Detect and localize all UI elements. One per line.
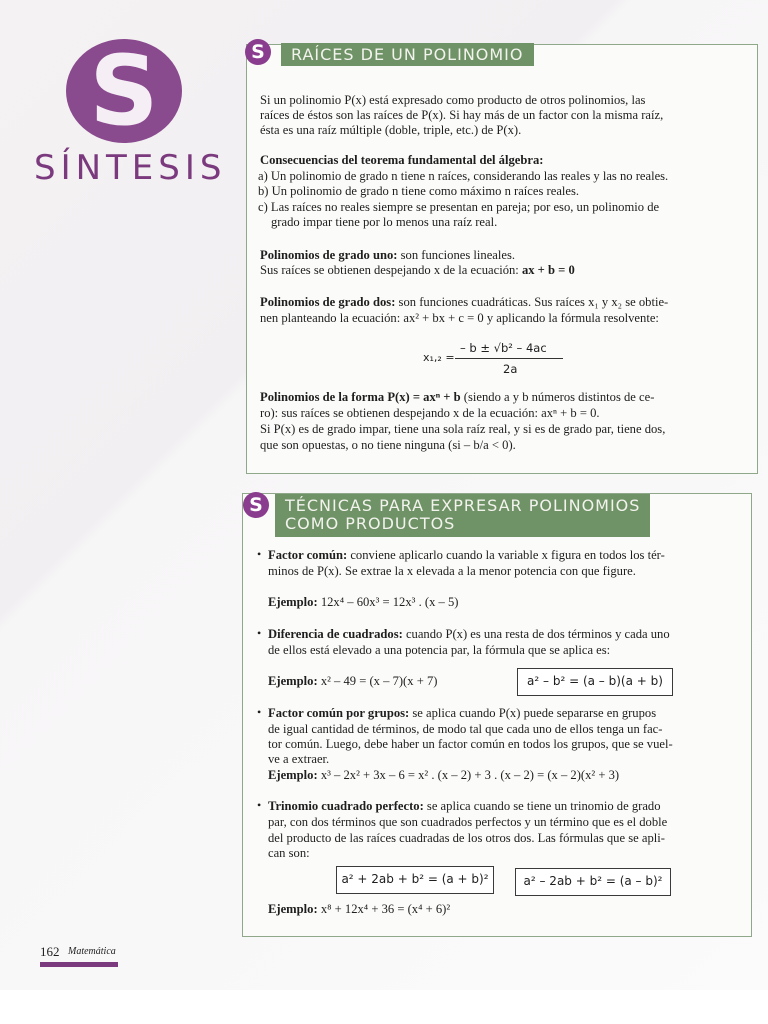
grado-uno-text: Sus raíces se obtienen despejando x de la ecuación: — [260, 263, 522, 277]
dif-desc: cuando P(x) es una resta de dos términos y cada uno — [402, 627, 670, 641]
footer-bar — [40, 962, 118, 967]
section-s-icon: S — [245, 39, 271, 65]
trin-formula-box-2: a² – 2ab + b² = (a – b)² — [515, 868, 671, 896]
dif-title: Diferencia de cuadrados: — [268, 627, 403, 641]
dif-formula-box: a² – b² = (a – b)(a + b) — [517, 668, 673, 696]
brand-title: SÍNTESIS — [34, 148, 227, 188]
trin-line4: can son: — [268, 846, 310, 860]
dif-example — [268, 674, 437, 689]
grado-uno-line1 — [260, 248, 515, 263]
example-label: Ejemplo: — [268, 768, 318, 782]
forma-desc: (siendo a y b números distintos de ce- — [460, 390, 655, 404]
consecuencia-b: b) Un polinomio de grado n tiene como máximo n raíces reales. — [258, 184, 580, 198]
intro-line-1: Si un polinomio P(x) está expresado como producto de otros polinomios, las — [260, 93, 646, 107]
section-tecnicas — [242, 493, 752, 937]
forma-title: Polinomios de la forma P(x) = axⁿ + b — [260, 390, 461, 404]
intro-line-2: raíces de éstos son las raíces de P(x). Si hay más de un factor con la misma raíz, — [260, 108, 664, 122]
section-title: RAÍCES DE UN POLINOMIO — [281, 43, 534, 66]
consecuencia-c-line2: grado impar tiene por lo menos una raíz real. — [271, 215, 498, 229]
section-s-icon: S — [243, 492, 269, 518]
forma-line3: Si P(x) es de grado impar, tiene una sola raíz real, y si es de grado par, tiene dos, — [260, 422, 666, 436]
factor-desc: conviene aplicarlo cuando la variable x figura en todos los tér- — [347, 548, 665, 562]
factor-title: Factor común: — [268, 548, 348, 562]
bullet-icon: • — [257, 626, 262, 640]
formula-lhs: x₁,₂ = — [423, 351, 455, 364]
factor-example — [268, 595, 458, 610]
example-label: Ejemplo: — [268, 595, 318, 609]
grado-uno-title: Polinomios de grado uno: — [260, 248, 398, 262]
example-label: Ejemplo: — [268, 902, 318, 916]
bullet-icon: • — [257, 705, 262, 719]
grado-dos-line1 — [260, 295, 668, 310]
grupos-example-text: x³ – 2x² + 3x – 6 = x² . (x – 2) + 3 . (x – 2) = (x – 2)(x² + 3) — [317, 768, 620, 782]
consecuencias-title: Consecuencias del teorema fundamental del álgebra: — [260, 153, 544, 167]
dif-line1 — [268, 627, 670, 642]
grado-dos-title: Polinomios de grado dos: — [260, 295, 396, 309]
dif-example-text: x² – 49 = (x – 7)(x + 7) — [317, 674, 438, 688]
consecuencia-a: a) Un polinomio de grado n tiene n raíces, considerando las reales y las no reales. — [258, 169, 669, 183]
factor-line2: minos de P(x). Se extrae la x elevada a la menor potencia con que figure. — [268, 564, 636, 578]
section-raices — [246, 41, 758, 474]
grupos-line4: ve a extraer. — [268, 752, 330, 766]
logo-s-icon — [62, 36, 186, 146]
grado-dos-line2: nen planteando la ecuación: ax² + bx + c = 0 y aplicando la fórmula resolvente: — [260, 311, 659, 325]
factor-example-text: 12x⁴ – 60x³ = 12x³ . (x – 5) — [317, 595, 459, 609]
section-title — [275, 494, 650, 537]
page-bottom-margin — [0, 990, 768, 1024]
trin-desc: se aplica cuando se tiene un trinomio de grado — [423, 799, 661, 813]
grupos-line2: de igual cantidad de términos, de modo tal que cada uno de ellos tenga un fac- — [268, 722, 663, 736]
grupos-line3: tor común. Luego, debe haber un factor común en todos los grupos, que se vuel- — [268, 737, 673, 751]
page-number: 162 — [40, 944, 60, 959]
sintesis-logo — [62, 36, 186, 146]
section-title-line2: COMO PRODUCTOS — [285, 514, 456, 533]
forma-line1 — [260, 390, 654, 405]
trin-line3: del producto de las raíces cuadradas de los otros dos. Las fórmulas que se apli- — [268, 831, 665, 845]
grado-dos-desc: son funciones cuadráticas. Sus raíces x₁ y x₂ se obtie- — [395, 295, 669, 309]
grado-uno-desc: son funciones lineales. — [397, 248, 516, 262]
consecuencia-c-line1: c) Las raíces no reales siempre se presentan en pareja; por eso, un polinomio de — [258, 200, 660, 214]
bullet-icon: • — [257, 547, 262, 561]
subject-label: Matemática — [68, 946, 116, 957]
trin-line1 — [268, 799, 661, 814]
factor-line1 — [268, 548, 665, 563]
trin-example — [268, 902, 450, 917]
grupos-line1 — [268, 706, 656, 721]
dif-line2: de ellos está elevado a una potencia par, la fórmula que se aplica es: — [268, 643, 611, 657]
forma-line4: que son opuestas, o no tiene ninguna (si – b/a < 0). — [260, 438, 516, 452]
formula-numerator: – b ± √b² – 4ac — [460, 341, 547, 355]
grado-uno-line2 — [260, 263, 575, 278]
trin-line2: par, con dos términos que son cuadrados perfectos y un término que es el doble — [268, 815, 668, 829]
formula-denominator: 2a — [503, 362, 518, 376]
formula-fraction-line — [455, 358, 563, 359]
grupos-example — [268, 768, 619, 783]
example-label: Ejemplo: — [268, 674, 318, 688]
trin-formula-box-1: a² + 2ab + b² = (a + b)² — [336, 866, 494, 894]
intro-line-3: ésta es una raíz múltiple (doble, triple, etc.) de P(x). — [260, 123, 522, 137]
grado-uno-equation: ax + b = 0 — [521, 263, 575, 277]
logo-letter: S — [89, 36, 159, 146]
bullet-icon: • — [257, 798, 262, 812]
grupos-title: Factor común por grupos: — [268, 706, 410, 720]
forma-line2: ro): sus raíces se obtienen despejando x de la ecuación: axⁿ + b = 0. — [260, 406, 600, 420]
trin-example-text: x⁸ + 12x⁴ + 36 = (x⁴ + 6)² — [317, 902, 451, 916]
grupos-desc: se aplica cuando P(x) puede separarse en grupos — [409, 706, 657, 720]
section-title-line1: TÉCNICAS PARA EXPRESAR POLINOMIOS — [285, 496, 641, 515]
trin-title: Trinomio cuadrado perfecto: — [268, 799, 424, 813]
